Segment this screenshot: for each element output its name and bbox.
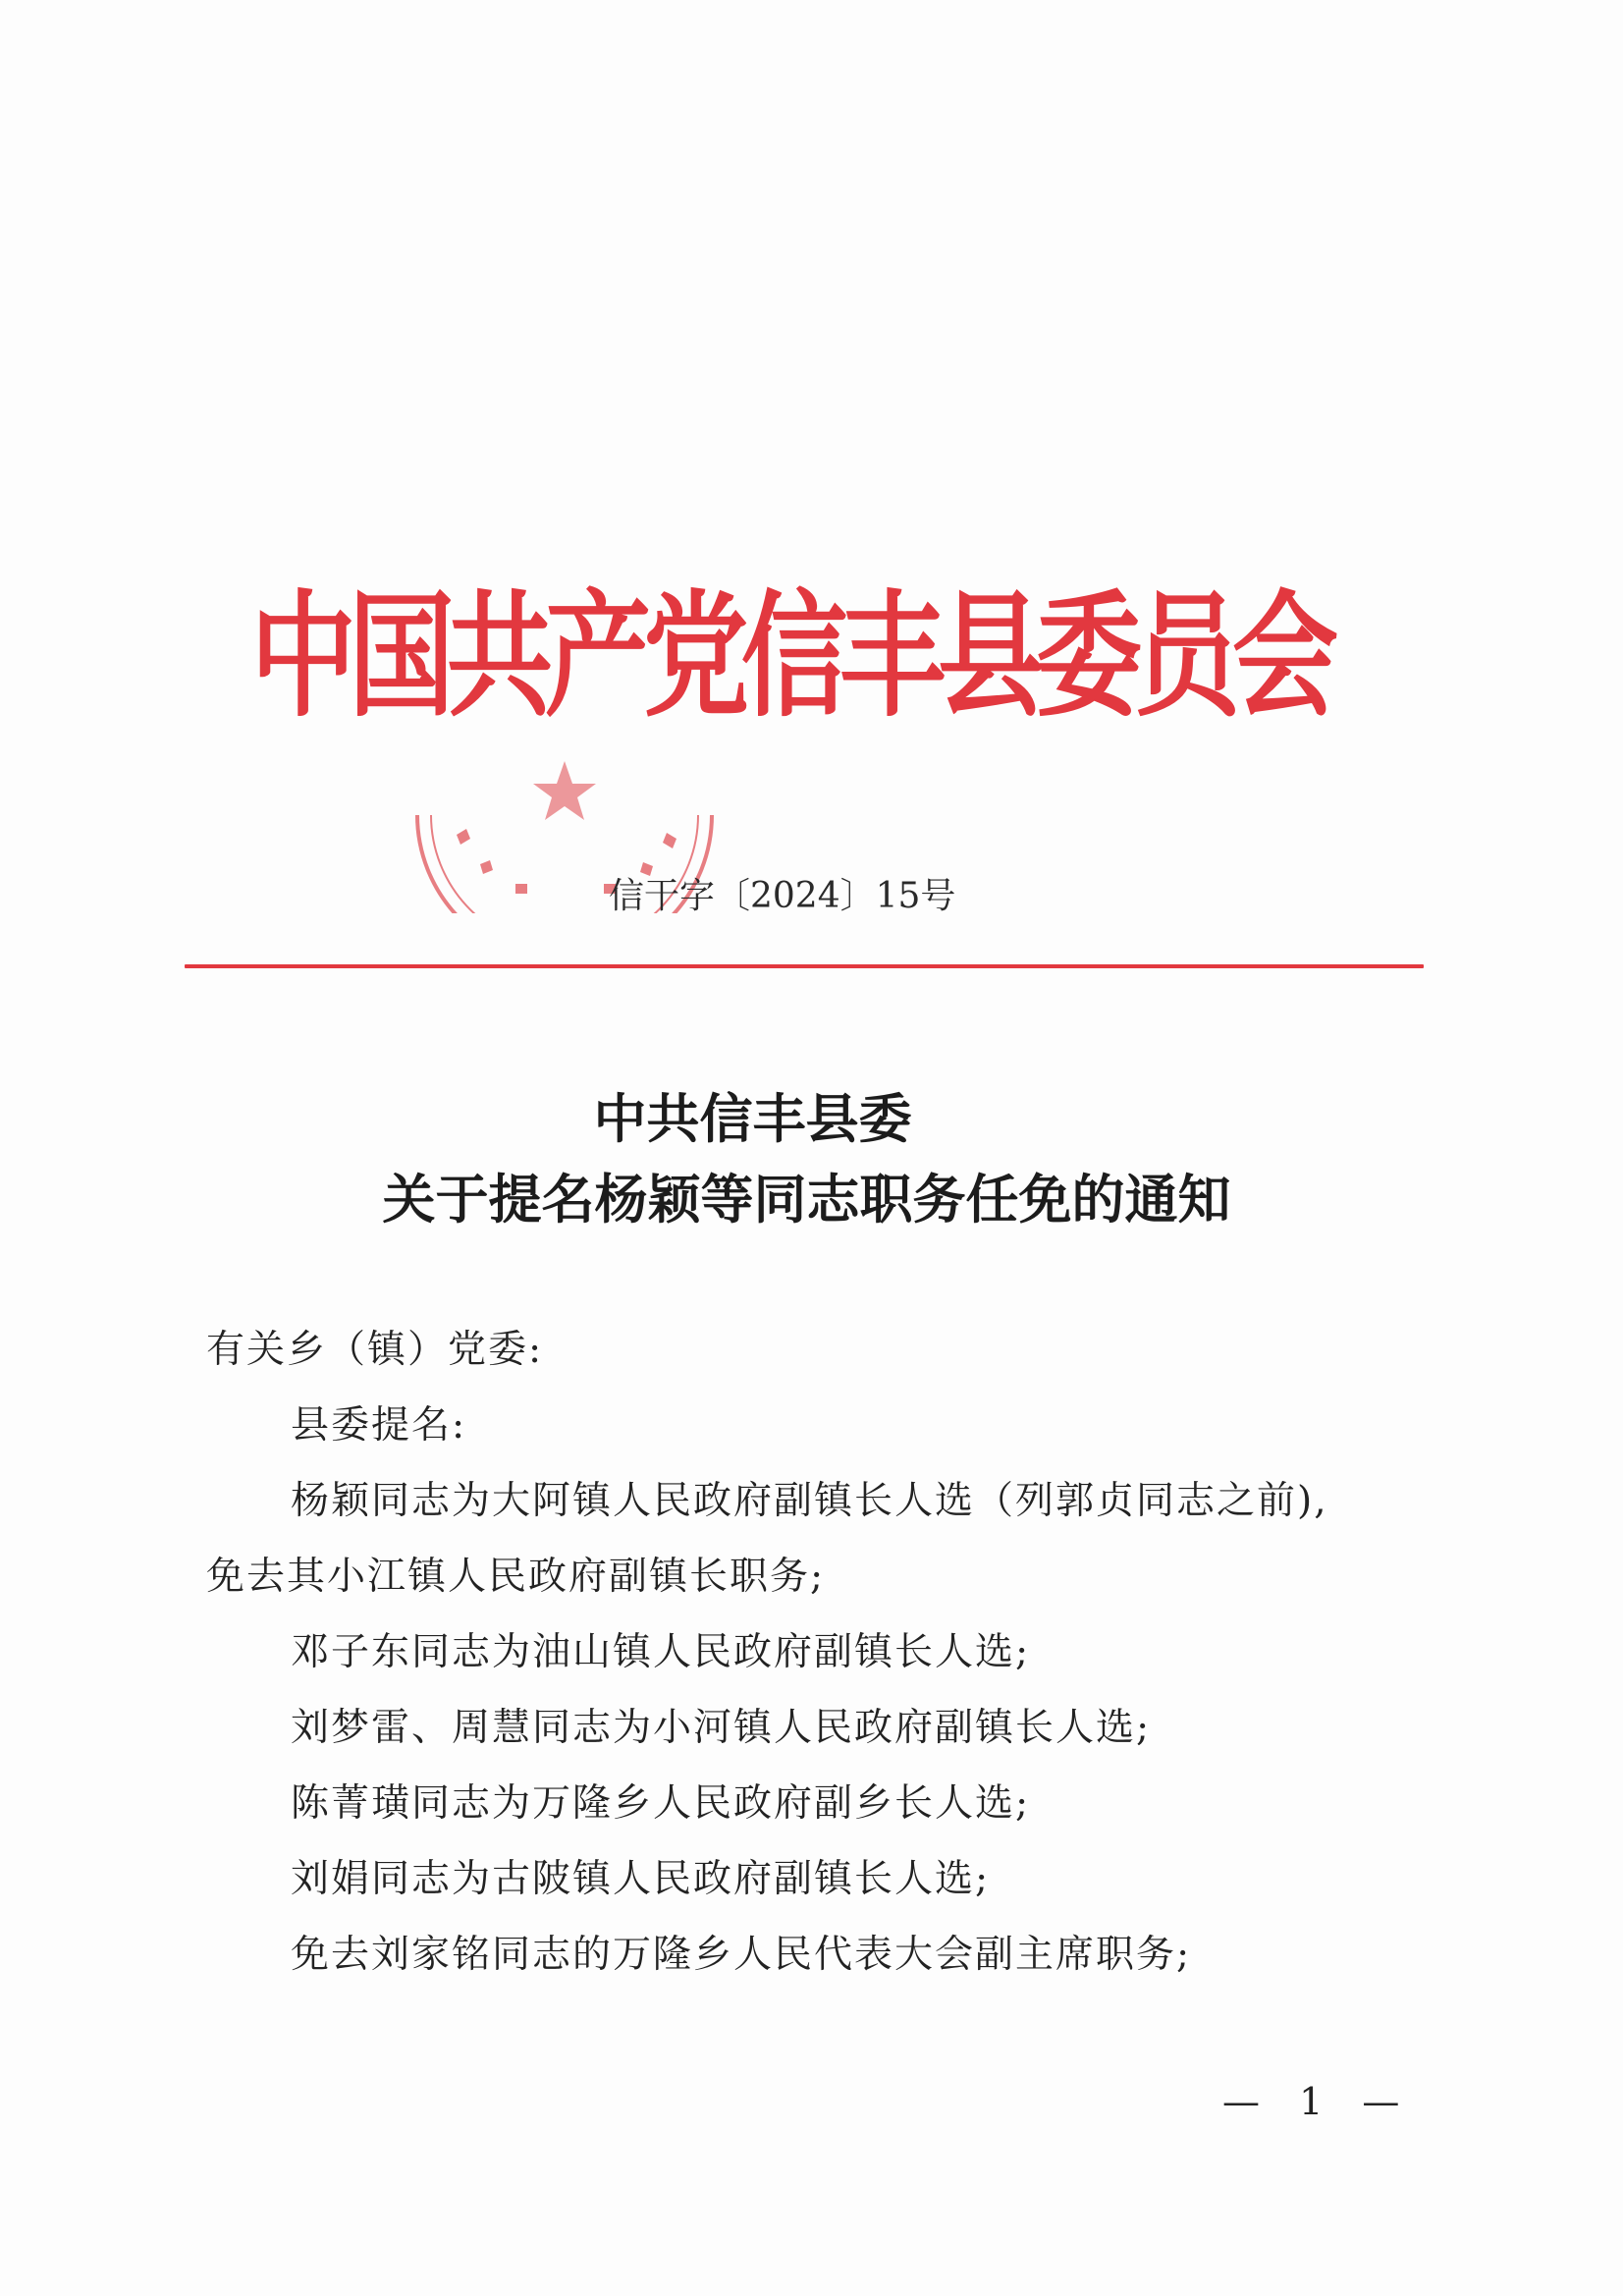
page-number: — 1 — bbox=[1222, 2080, 1414, 2123]
body-paragraph-1: 县委提名: bbox=[291, 1403, 467, 1448]
body-paragraph-3: 免去其小江镇人民政府副镇长职务; bbox=[206, 1555, 826, 1599]
body-paragraph-2: 杨颖同志为大阿镇人民政府副镇长人选（列郭贞同志之前), bbox=[291, 1479, 1328, 1523]
document-title-line2: 关于提名杨颖等同志职务任免的通知 bbox=[382, 1169, 1231, 1230]
red-divider bbox=[185, 964, 1424, 968]
body-paragraph-6: 陈菁璜同志为万隆乡人民政府副乡长人选; bbox=[291, 1781, 1031, 1826]
body-paragraph-4: 邓子东同志为油山镇人民政府副镇长人选; bbox=[291, 1630, 1031, 1674]
org-masthead: 中国共产党信丰县委员会 bbox=[250, 578, 1331, 737]
body-paragraph-7: 刘娟同志为古陂镇人民政府副镇长人选; bbox=[291, 1857, 991, 1901]
document-title-line1: 中共信丰县委 bbox=[593, 1088, 912, 1150]
addressee: 有关乡（镇）党委: bbox=[206, 1328, 544, 1372]
body-paragraph-8: 免去刘家铭同志的万隆乡人民代表大会副主席职务; bbox=[291, 1933, 1192, 1977]
document-number: 信干字〔2024〕15号 bbox=[609, 876, 956, 916]
body-paragraph-5: 刘梦雷、周慧同志为小河镇人民政府副镇长人选; bbox=[291, 1706, 1152, 1750]
